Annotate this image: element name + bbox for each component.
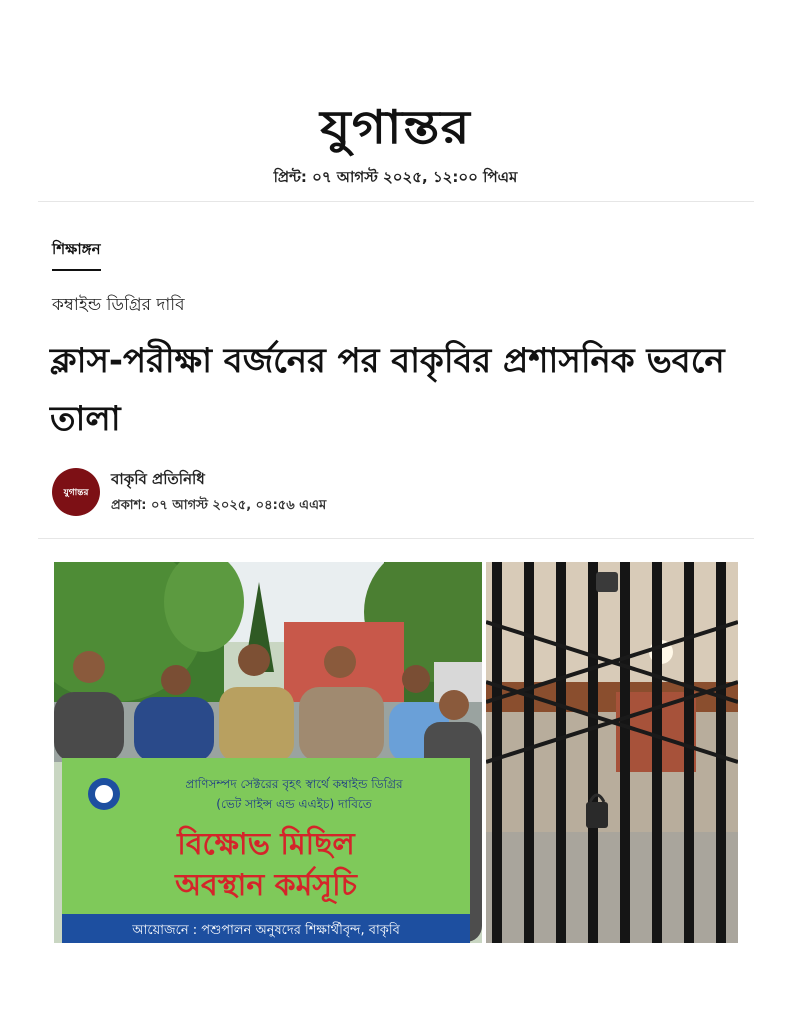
article-kicker: কম্বাইন্ড ডিগ্রির দাবি [52, 295, 185, 315]
banner-footer: আয়োজনে : পশুপালন অনুষদের শিক্ষার্থীবৃন্দ, বাকৃবি [132, 923, 400, 938]
divider [38, 201, 754, 202]
divider [38, 538, 754, 539]
article-headline: ক্লাস-পরীক্ষা বর্জনের পর বাকৃবির প্রশাসনিক ভবনে তালা [50, 341, 725, 439]
site-logo[interactable]: যুগান্তর [320, 100, 471, 154]
author-name[interactable]: বাকৃবি প্রতিনিধি [111, 470, 205, 488]
print-date: প্রিন্ট: ০৭ আগস্ট ২০২৫, ১২:০০ পিএম [273, 168, 518, 186]
category-link[interactable]: শিক্ষাঙ্গন [52, 238, 101, 271]
author-avatar [52, 468, 100, 516]
published-date: প্রকাশ: ০৭ আগস্ট ২০২৫, ০৪:৫৬ এএম [111, 498, 327, 513]
masthead [0, 96, 791, 158]
locked-gate-photo [486, 562, 738, 943]
banner-line-1: প্রাণিসম্পদ সেক্টরের বৃহৎ স্বার্থে কম্বাইন্ড ডিগ্রির [185, 777, 403, 791]
protest-photo [54, 562, 482, 943]
banner-title-2: অবস্থান কর্মসূচি [175, 868, 357, 903]
banner-title-1: বিক্ষোভ মিছিল [177, 827, 355, 862]
avatar-logo-text: যুগান্তর [63, 487, 89, 498]
banner-line-2: (ভেট সাইন্স এন্ড এএইচ) দাবিতে [216, 797, 372, 811]
